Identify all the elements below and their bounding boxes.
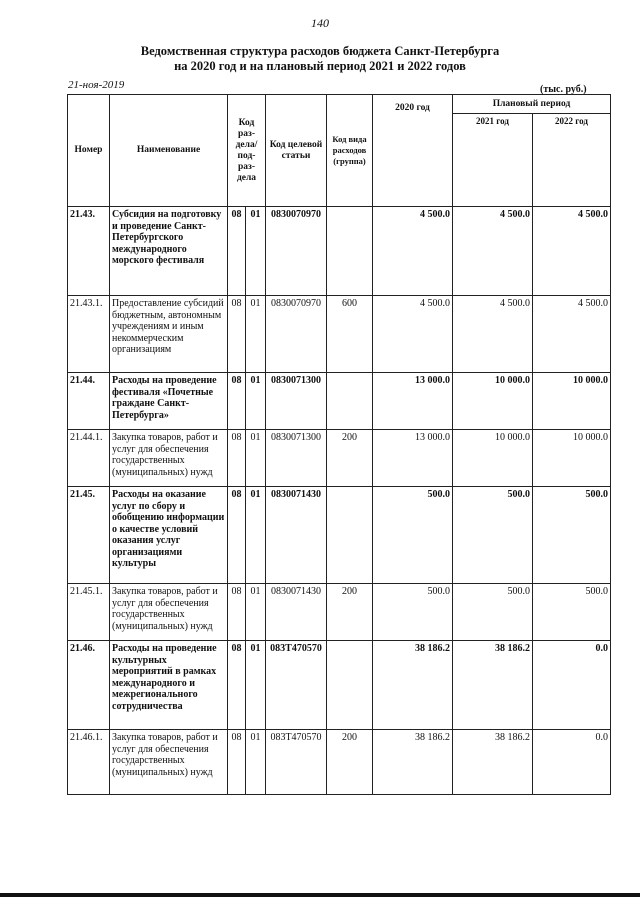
row-value-2022: 0.0 <box>533 730 611 795</box>
row-value-2020: 13 000.0 <box>373 373 453 430</box>
row-type: 600 <box>327 296 373 373</box>
row-type <box>327 487 373 584</box>
row-type <box>327 373 373 430</box>
header-section: Код раз- дела/ под- раз- дела <box>228 95 266 207</box>
row-target: 0830071300 <box>266 430 327 487</box>
header-number: Номер <box>68 95 110 207</box>
row-target: 083Т470570 <box>266 641 327 730</box>
row-section: 08 <box>228 430 246 487</box>
row-target: 083Т470570 <box>266 730 327 795</box>
row-target: 0830070970 <box>266 296 327 373</box>
page-bottom-border <box>0 893 640 897</box>
title-line-1: Ведомственная структура расходов бюджета Санкт-Петербурга <box>140 44 500 58</box>
row-target: 0830070970 <box>266 207 327 296</box>
title-line-2: на 2020 год и на плановый период 2021 и 2022 годов <box>174 59 466 73</box>
header-planned: Плановый период <box>453 95 611 114</box>
row-type <box>327 641 373 730</box>
row-section: 08 <box>228 487 246 584</box>
table-row <box>68 373 611 430</box>
row-number: 21.46.1. <box>68 730 110 795</box>
row-number: 21.46. <box>68 641 110 730</box>
row-section: 08 <box>228 296 246 373</box>
row-number: 21.43.1. <box>68 296 110 373</box>
document-title <box>0 44 640 74</box>
row-name: Закупка товаров, работ и услуг для обеспечения государственных (муниципальных) нужд <box>110 584 228 641</box>
row-section: 08 <box>228 584 246 641</box>
row-value-2020: 500.0 <box>373 584 453 641</box>
row-type <box>327 207 373 296</box>
row-value-2020: 500.0 <box>373 487 453 584</box>
page-number: 140 <box>311 16 329 30</box>
row-subsection: 01 <box>246 584 266 641</box>
row-value-2022: 4 500.0 <box>533 207 611 296</box>
row-value-2022: 10 000.0 <box>533 373 611 430</box>
row-section: 08 <box>228 641 246 730</box>
row-subsection: 01 <box>246 373 266 430</box>
row-subsection: 01 <box>246 207 266 296</box>
row-target: 0830071430 <box>266 584 327 641</box>
row-value-2021: 10 000.0 <box>453 430 533 487</box>
table-row <box>68 730 611 795</box>
budget-table <box>67 94 611 795</box>
row-section: 08 <box>228 373 246 430</box>
row-value-2022: 500.0 <box>533 487 611 584</box>
row-value-2022: 10 000.0 <box>533 430 611 487</box>
row-name: Субсидия на подготовку и проведение Санкт-Петербургского международного морского фестиваля <box>110 207 228 296</box>
row-value-2021: 500.0 <box>453 487 533 584</box>
row-number: 21.44.1. <box>68 430 110 487</box>
header-type: Код вида расходов (группа) <box>327 95 373 207</box>
row-subsection: 01 <box>246 730 266 795</box>
header-target: Код целевой статьи <box>266 95 327 207</box>
header-2021: 2021 год <box>453 114 533 207</box>
row-value-2020: 4 500.0 <box>373 296 453 373</box>
row-value-2022: 0.0 <box>533 641 611 730</box>
row-number: 21.44. <box>68 373 110 430</box>
row-type: 200 <box>327 430 373 487</box>
row-value-2022: 500.0 <box>533 584 611 641</box>
row-name: Закупка товаров, работ и услуг для обеспечения государственных (муниципальных) нужд <box>110 430 228 487</box>
row-value-2022: 4 500.0 <box>533 296 611 373</box>
row-value-2020: 38 186.2 <box>373 730 453 795</box>
header-name: Наименование <box>110 95 228 207</box>
row-type: 200 <box>327 584 373 641</box>
row-type: 200 <box>327 730 373 795</box>
row-subsection: 01 <box>246 296 266 373</box>
row-value-2021: 4 500.0 <box>453 207 533 296</box>
row-number: 21.45.1. <box>68 584 110 641</box>
row-value-2021: 4 500.0 <box>453 296 533 373</box>
row-target: 0830071300 <box>266 373 327 430</box>
row-name: Расходы на проведение культурных мероприятий в рамках международного и межрегионального сотрудничества <box>110 641 228 730</box>
table-row <box>68 641 611 730</box>
row-value-2021: 10 000.0 <box>453 373 533 430</box>
row-value-2020: 38 186.2 <box>373 641 453 730</box>
document-date: 21-ноя-2019 <box>68 79 125 91</box>
row-subsection: 01 <box>246 430 266 487</box>
table-row <box>68 584 611 641</box>
row-name: Расходы на оказание услуг по сбору и обобщению информации о качестве условий оказания услуг организациями культуры <box>110 487 228 584</box>
row-number: 21.43. <box>68 207 110 296</box>
table-row <box>68 487 611 584</box>
row-name: Предоставление субсидий бюджетным, автономным учреждениям и иным некоммерческим организациям <box>110 296 228 373</box>
row-value-2021: 38 186.2 <box>453 730 533 795</box>
table-row <box>68 296 611 373</box>
row-section: 08 <box>228 730 246 795</box>
header-2020: 2020 год <box>373 95 453 207</box>
row-value-2021: 500.0 <box>453 584 533 641</box>
row-name: Расходы на проведение фестиваля «Почетные граждане Санкт-Петербурга» <box>110 373 228 430</box>
row-number: 21.45. <box>68 487 110 584</box>
row-value-2021: 38 186.2 <box>453 641 533 730</box>
header-2022: 2022 год <box>533 114 611 207</box>
row-value-2020: 13 000.0 <box>373 430 453 487</box>
row-value-2020: 4 500.0 <box>373 207 453 296</box>
row-section: 08 <box>228 207 246 296</box>
units-label: (тыс. руб.) <box>540 84 587 95</box>
row-name: Закупка товаров, работ и услуг для обеспечения государственных (муниципальных) нужд <box>110 730 228 795</box>
table-row <box>68 430 611 487</box>
table-row <box>68 207 611 296</box>
row-subsection: 01 <box>246 641 266 730</box>
row-target: 0830071430 <box>266 487 327 584</box>
row-subsection: 01 <box>246 487 266 584</box>
